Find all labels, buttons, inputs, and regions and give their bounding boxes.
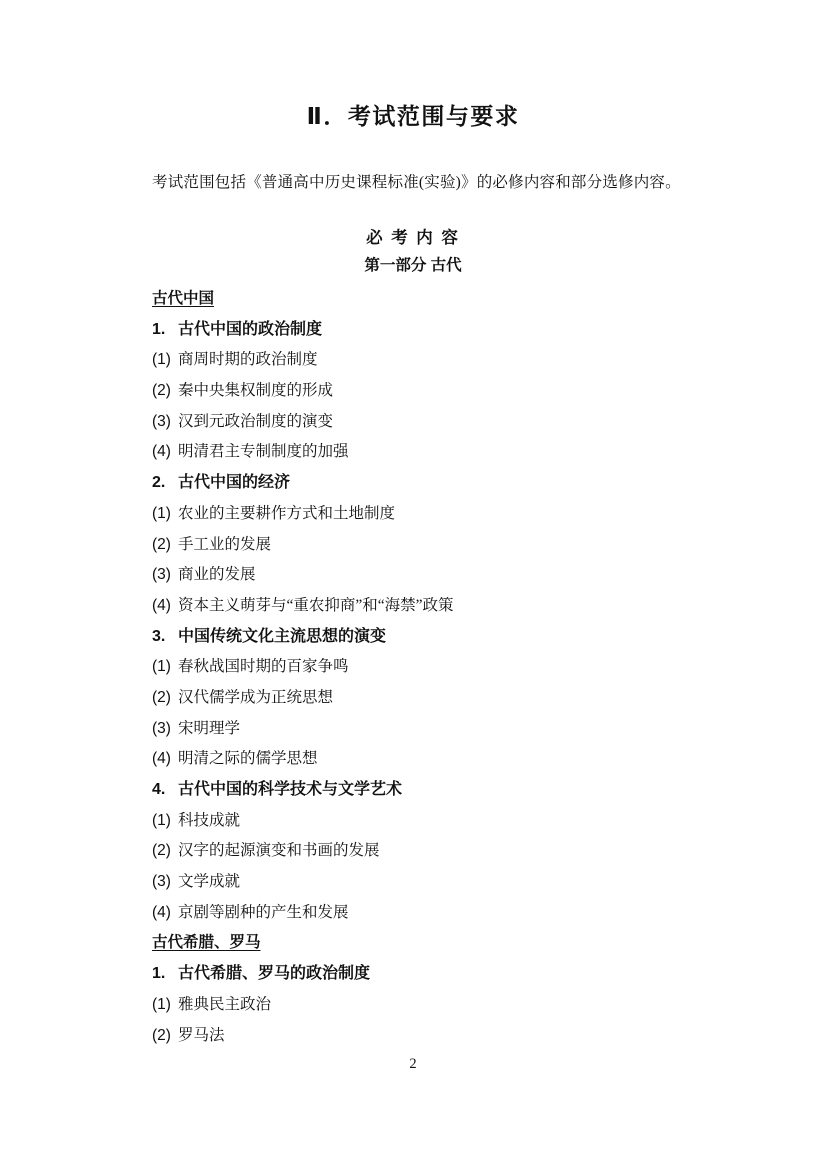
item-label: 文学成就 — [178, 873, 241, 891]
item-label: 资本主义萌芽与“重农抑商”和“海禁”政策 — [178, 596, 454, 614]
item-label: 秦中央集权制度的形成 — [178, 382, 334, 400]
syllabus-outline — [152, 284, 732, 1051]
topic-heading-label: 古代希腊、罗马 — [152, 934, 261, 952]
item-number: (4) — [152, 596, 171, 614]
outline-item — [152, 1021, 732, 1052]
item-label: 科技成就 — [178, 811, 241, 829]
item-number: (3) — [152, 566, 171, 584]
item-label: 汉到元政治制度的演变 — [178, 412, 334, 430]
item-label: 明清之际的儒学思想 — [178, 750, 318, 768]
outline-item — [152, 867, 732, 898]
heading-number: 2. — [152, 474, 166, 492]
topic-heading-ancient-greece-rome — [152, 928, 732, 959]
heading-label: 古代希腊、罗马的政治制度 — [178, 965, 371, 983]
outline-item — [152, 806, 732, 837]
item-number: (4) — [152, 750, 171, 768]
numbered-heading — [152, 775, 732, 806]
outline-item — [152, 591, 732, 622]
outline-item — [152, 683, 732, 714]
outline-item — [152, 560, 732, 591]
item-number: (3) — [152, 719, 171, 737]
outline-item — [152, 530, 732, 561]
outline-item — [152, 990, 732, 1021]
item-label: 手工业的发展 — [178, 535, 272, 553]
item-label: 农业的主要耕作方式和土地制度 — [178, 504, 396, 522]
item-label: 罗马法 — [178, 1026, 225, 1044]
item-number: (1) — [152, 658, 171, 676]
item-number: (1) — [152, 995, 171, 1013]
item-number: (2) — [152, 688, 171, 706]
topic-heading-label: 古代中国 — [152, 290, 215, 307]
numbered-heading — [152, 468, 732, 499]
item-label: 宋明理学 — [178, 719, 241, 737]
numbered-heading — [152, 315, 732, 346]
item-number: (2) — [152, 535, 171, 553]
page-number: 2 — [409, 1056, 417, 1072]
outline-item — [152, 499, 732, 530]
heading-number: 1. — [152, 320, 166, 338]
numbered-heading — [152, 959, 732, 990]
item-number: (3) — [152, 873, 171, 891]
outline-item — [152, 836, 732, 867]
outline-item — [152, 437, 732, 468]
item-label: 汉字的起源演变和书画的发展 — [178, 842, 380, 860]
intro-paragraph: 考试范围包括《普通高中历史课程标准(实验)》的必修内容和部分选修内容。 — [152, 174, 681, 191]
item-number: (2) — [152, 382, 171, 400]
outline-item — [152, 898, 732, 929]
heading-label: 古代中国的科学技术与文学艺术 — [178, 781, 403, 798]
item-number: (4) — [152, 443, 171, 461]
outline-item — [152, 652, 732, 683]
item-number: (1) — [152, 351, 171, 369]
heading-number: 4. — [152, 781, 166, 798]
item-number: (4) — [152, 903, 171, 921]
outline-item — [152, 714, 732, 745]
outline-item — [152, 345, 732, 376]
item-number: (1) — [152, 504, 171, 522]
item-label: 汉代儒学成为正统思想 — [178, 688, 334, 706]
heading-label: 古代中国的政治制度 — [178, 320, 323, 338]
page-title: Ⅱ．考试范围与要求 — [306, 103, 520, 129]
item-number: (2) — [152, 842, 171, 860]
item-label: 明清君主专制制度的加强 — [178, 443, 349, 461]
heading-number: 1. — [152, 965, 166, 983]
item-label: 商业的发展 — [178, 566, 256, 584]
heading-label: 古代中国的经济 — [178, 474, 291, 492]
item-label: 京剧等剧种的产生和发展 — [178, 903, 349, 921]
item-label: 商周时期的政治制度 — [178, 351, 318, 369]
outline-item — [152, 376, 732, 407]
item-label: 春秋战国时期的百家争鸣 — [178, 658, 349, 676]
item-number: (1) — [152, 811, 171, 829]
section-heading-required-content: 必 考 内 容 — [366, 229, 460, 247]
part-heading-part-one-ancient: 第一部分 古代 — [364, 257, 462, 274]
outline-item — [152, 744, 732, 775]
numbered-heading — [152, 622, 732, 653]
item-number: (3) — [152, 412, 171, 430]
outline-item — [152, 407, 732, 438]
topic-heading-ancient-china — [152, 284, 732, 315]
heading-label: 中国传统文化主流思想的演变 — [178, 627, 387, 645]
item-number: (2) — [152, 1026, 171, 1044]
item-label: 雅典民主政治 — [178, 995, 272, 1013]
heading-number: 3. — [152, 627, 166, 645]
